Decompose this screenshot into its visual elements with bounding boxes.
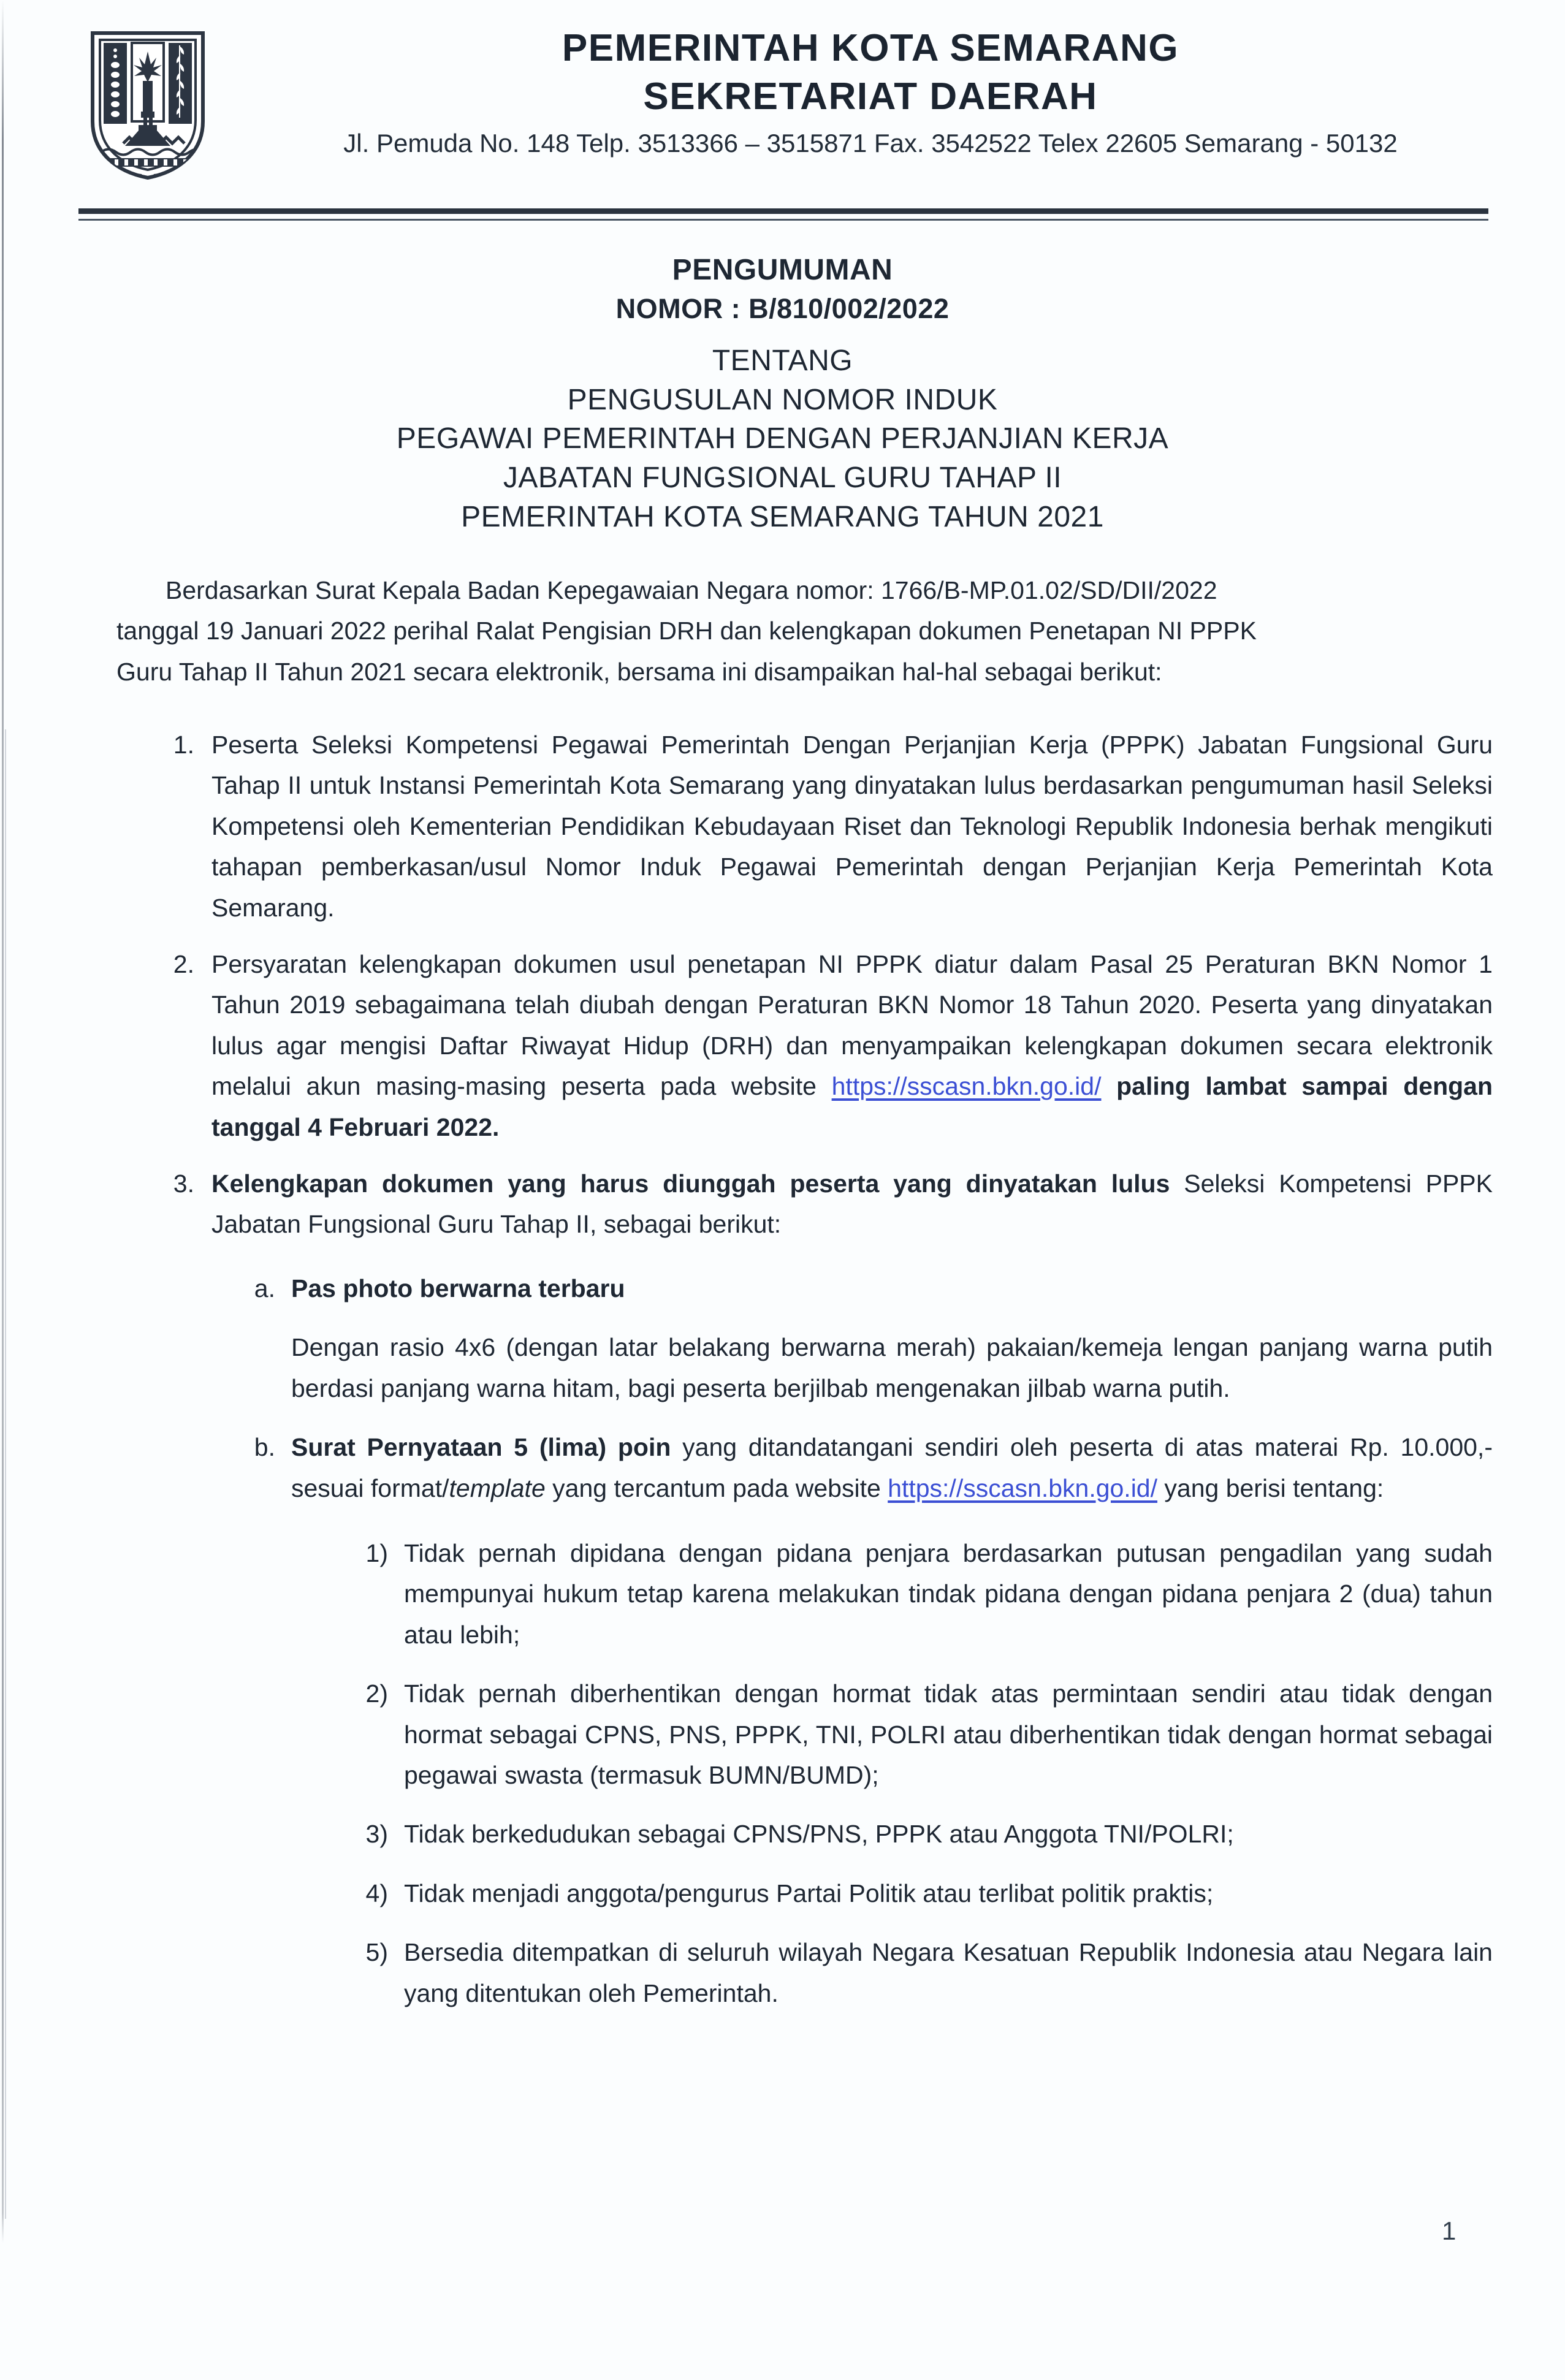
item-b-text <box>291 1427 1493 1508</box>
subject-line-2: PEGAWAI PEMERINTAH DENGAN PERJANJIAN KERJA <box>396 422 1169 455</box>
list-marker: 4) <box>365 1879 388 1907</box>
list-item <box>247 1268 1493 1309</box>
spacer <box>156 1914 1493 1932</box>
list-marker: b. <box>254 1433 275 1462</box>
sscasn-link[interactable]: https://sscasn.bkn.go.id/ <box>831 1072 1102 1101</box>
page-number: 1 <box>1442 2216 1456 2245</box>
semarang-city-crest-icon <box>88 29 208 181</box>
header-divider-thick <box>78 208 1488 214</box>
list-item-text: Tidak pernah diberhentikan dengan hormat tidak atas permintaan sendiri atau tidak dengan hormat sebagai CPNS, PNS, PPPK, TNI, POLRI atau diberhentikan tidak dengan hormat sebagai pegawai swasta (termasuk BUMN/BUMD); <box>404 1679 1493 1789</box>
scan-edge-artifact-secondary <box>5 729 6 2219</box>
list-item <box>352 1814 1493 1854</box>
org-address: Jl. Pemuda No. 148 Telp. 3513366 – 3515871 Fax. 3542522 Telex 22605 Semarang - 50132 <box>343 129 1398 158</box>
subject-line-3: JABATAN FUNGSIONAL GURU TAHAP II <box>503 462 1062 495</box>
letterhead-text <box>233 28 1508 158</box>
list-item <box>247 1427 1493 1508</box>
list-marker: 3) <box>365 1820 388 1849</box>
item2-deadline-bold: paling lambat sampai dengan tanggal 4 Februari 2022. <box>211 1072 1493 1141</box>
spacer <box>156 1250 1493 1268</box>
org-name-line1: PEMERINTAH KOTA SEMARANG <box>562 27 1179 69</box>
list-marker: 3. <box>173 1169 194 1198</box>
org-name-line2: SEKRETARIAT DAERAH <box>643 75 1098 118</box>
item-a-heading: Pas photo berwarna terbaru <box>291 1274 625 1302</box>
list-item <box>352 1932 1493 2013</box>
spacer <box>156 1795 1493 1814</box>
spacer <box>156 1152 1493 1163</box>
list-item-text: Tidak menjadi anggota/pengurus Partai Politik atau terlibat politik praktis; <box>404 1879 1214 1907</box>
intro-line-2: tanggal 19 Januari 2022 perihal Ralat Pengisian DRH dan kelengkapan dokumen Penetapan NI PPPK <box>116 617 1257 645</box>
subject-line-4: PEMERINTAH KOTA SEMARANG TAHUN 2021 <box>461 501 1104 534</box>
list-item-text <box>211 1163 1493 1245</box>
list-marker: 2) <box>365 1679 388 1708</box>
list-marker: 1. <box>173 731 194 759</box>
list-marker: 5) <box>365 1938 388 1967</box>
list-item-text: Peserta Seleksi Kompetensi Pegawai Pemerintah Dengan Perjanjian Kerja (PPPK) Jabatan Fungsional Guru Tahap II untuk Instansi Pemerintah Kota Semarang yang dinyatakan lulus berdasarkan pengumuman hasil Seleksi Kompetensi oleh Kementerian Pendidikan Kebudayaan Riset dan Teknologi Republik Indonesia berhak mengikuti tahapan pemberkasan/usul Nomor Induk Pegawai Pemerintah dengan Perjanjian Kerja Pemerintah Kota Semarang. <box>211 731 1493 922</box>
letterhead <box>0 0 1565 208</box>
page-title: PENGUMUMAN <box>672 254 893 286</box>
spacer <box>156 933 1493 944</box>
item2-text-part1: Persyaratan kelengkapan dokumen usul penetapan NI PPPK diatur dalam Pasal 25 Peraturan BKN Nomor 1 Tahun 2019 sebagaimana telah diubah dengan Peraturan BKN Nomor 18 Tahun 2020. Peserta yang dinyatakan lulus agar mengisi Daftar Riwayat Hidup (DRH) dan menyampaikan kelengkapan dokumen secara elektronik melalui akun masing-masing peserta pada website <box>211 950 1493 1101</box>
item-b-mid1: yang ditandatangani sendiri oleh peserta di atas materai Rp. 10.000,- sesuai format/ <box>291 1433 1493 1502</box>
document-number: NOMOR : B/810/002/2022 <box>615 292 950 324</box>
intro-paragraph <box>116 570 1456 692</box>
list-item <box>352 1873 1493 1914</box>
list-item <box>156 724 1493 928</box>
item-a-text: Dengan rasio 4x6 (dengan latar belakang berwarna merah) pakaian/kemeja lengan panjang warna putih berdasi panjang warna hitam, bagi peserta berjilbab mengenakan jilbab warna putih. <box>291 1333 1493 1402</box>
list-item <box>156 944 1493 1147</box>
spacer <box>156 1409 1493 1427</box>
list-marker: a. <box>254 1274 275 1302</box>
list-item <box>156 1163 1493 1245</box>
intro-line-3: Guru Tahap II Tahun 2021 secara elektronik, bersama ini disampaikan hal-hal sebagai berikut: <box>116 657 1162 686</box>
list-item <box>352 1673 1493 1795</box>
list-item-text <box>211 944 1493 1147</box>
spacer <box>156 1855 1493 1873</box>
header-divider-thin <box>78 219 1488 221</box>
subject-line-1: PENGUSULAN NOMOR INDUK <box>567 383 998 416</box>
spacer <box>156 1655 1493 1673</box>
spacer <box>156 1309 1493 1327</box>
item-b-mid2: yang tercantum pada website <box>545 1473 888 1502</box>
list-item <box>352 1533 1493 1655</box>
item-b-italic-template: template <box>449 1473 546 1502</box>
list-item-body <box>247 1327 1493 1409</box>
intro-line-1: Berdasarkan Surat Kepala Badan Kepegawaian Negara nomor: 1766/B-MP.01.02/SD/DII/2022 <box>166 576 1217 604</box>
main-ordered-list <box>156 724 1493 2013</box>
list-marker: 2. <box>173 950 194 979</box>
item3-bold-lead: Kelengkapan dokumen yang harus diunggah peserta yang dinyatakan lulus <box>211 1169 1170 1198</box>
list-marker: 1) <box>365 1538 388 1567</box>
list-item-text: Tidak pernah dipidana dengan pidana penjara berdasarkan putusan pengadilan yang sudah mempunyai hukum tetap karena melakukan tindak pidana dengan pidana penjara 2 (dua) tahun atau lebih; <box>404 1538 1493 1649</box>
spacer <box>156 1508 1493 1533</box>
item3-rest: Seleksi Kompetensi PPPK Jabatan Fungsional Guru Tahap II, sebagai berikut: <box>211 1169 1493 1239</box>
item-b-bold-lead: Surat Pernyataan 5 (lima) poin <box>291 1433 671 1462</box>
list-item-text: Tidak berkedudukan sebagai CPNS/PNS, PPPK atau Anggota TNI/POLRI; <box>404 1820 1234 1849</box>
item-b-mid3: yang berisi tentang: <box>1157 1473 1384 1502</box>
announcement-title-block <box>0 253 1565 537</box>
sscasn-link[interactable]: https://sscasn.bkn.go.id/ <box>888 1473 1158 1502</box>
about-label: TENTANG <box>712 344 853 378</box>
list-item-text: Bersedia ditempatkan di seluruh wilayah Negara Kesatuan Republik Indonesia atau Negara lain yang ditentukan oleh Pemerintah. <box>404 1938 1493 2007</box>
